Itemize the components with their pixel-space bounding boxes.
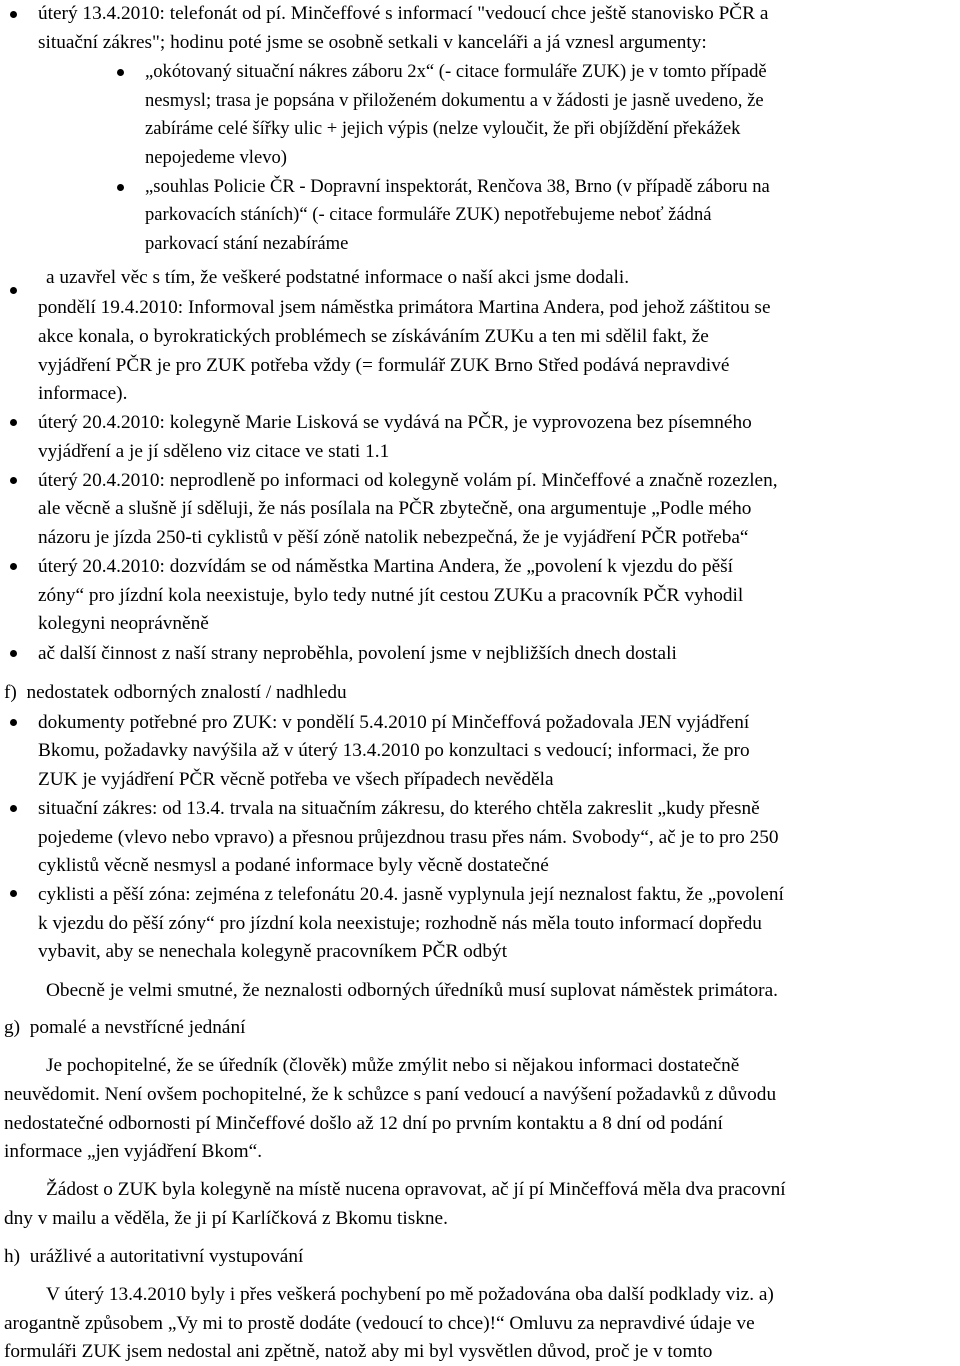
text-line: úterý 20.4.2010: neprodleně po informaci od kolegyně volám pí. Minčeffové a značně rozezlen, <box>38 470 778 491</box>
text-line: Je pochopitelné, že se úředník (člověk) může zmýlit nebo si nějakou informaci dostatečně <box>46 1055 740 1076</box>
bullet <box>10 11 17 18</box>
text-line: úterý 20.4.2010: dozvídám se od náměstka Martina Andera, že „povolení k vjezdu do pěší <box>38 556 734 577</box>
bullet <box>10 650 17 657</box>
text-line: informace). <box>38 383 128 404</box>
bullet <box>10 719 17 726</box>
text-line: pondělí 19.4.2010: Informoval jsem náměstka primátora Martina Andera, pod jehož záštitou se <box>38 297 771 318</box>
text-line: ale věcně a slušně jí sděluji, že nás posílala na PČR zbytečně, ona argumentuje „Podle mého <box>38 498 752 519</box>
text-line: dokumenty potřebné pro ZUK: v pondělí 5.4.2010 pí Minčeffová požadovala JEN vyjádření <box>38 712 750 733</box>
bullet <box>10 563 17 570</box>
bullet <box>10 805 17 812</box>
text-line: arogantně způsobem „Vy mi to prostě dodáte (vedoucí to chce)!“ Omluvu za nepravdivé údaje ve <box>4 1313 755 1334</box>
text-line: ač další činnost z naší strany neproběhla, povolení jsme v nejbližších dnech dostali <box>38 643 677 664</box>
section-heading: h) urážlivé a autoritativní vystupování <box>4 1246 304 1267</box>
text-line: úterý 13.4.2010: telefonát od pí. Minčeffové s informací "vedoucí chce ještě stanovisko PČR a <box>38 3 769 24</box>
text-line: k vjezdu do pěší zóny“ pro jízdní kola neexistuje; rozhodně nás měla touto informací dopředu <box>38 913 762 934</box>
text-line: kolegyni neoprávněně <box>38 613 209 634</box>
text-line: Bkomu, požadavky navýšila až v úterý 13.4.2010 po konzultaci s vedoucí; informaci, že pro <box>38 740 750 761</box>
text-line: formuláři ZUK jsem nedostal ani zpětně, natož aby mi byl vysvětlen důvod, proč je v tomto <box>4 1341 713 1362</box>
text-line: vyjádření PČR je pro ZUK potřeba vždy (= formulář ZUK Brno Střed podává nepravdivé <box>38 355 730 376</box>
text-line: cyklistů věcně nesmysl a podané informace byly věcně dostatečné <box>38 855 549 876</box>
text-line: nesmysl; trasa je popsána v přiloženém dokumentu a v žádosti je jasně uvedeno, že <box>145 90 764 111</box>
text-line: vyjádření a je jí sděleno viz citace ve stati 1.1 <box>38 441 390 462</box>
text-line: cyklisti a pěší zóna: zejména z telefonátu 20.4. jasně vyplynula její neznalost faktu, že „povolení <box>38 884 784 905</box>
text-line: dny v mailu a věděla, že ji pí Karlíčková z Bkomu tiskne. <box>4 1208 448 1229</box>
bullet <box>117 184 124 191</box>
text-line: parkovacích stáních)“ (- citace formuláře ZUK) nepotřebujeme neboť žádná <box>145 204 712 225</box>
section-heading: f) nedostatek odborných znalostí / nadhledu <box>4 682 347 703</box>
text-line: zóny“ pro jízdní kola neexistuje, bylo tedy nutné jít cestou ZUKu a pracovník PČR vyhodil <box>38 585 744 606</box>
text-line: informace „jen vyjádření Bkom“. <box>4 1141 263 1162</box>
text-line: Žádost o ZUK byla kolegyně na místě nucena opravovat, ač jí pí Minčeffová měla dva pracovní <box>46 1179 786 1200</box>
text-line: neuvědomit. Není ovšem pochopitelné, že k schůzce s paní vedoucí a navýšení požadavků z důvodu <box>4 1084 777 1105</box>
bullet <box>117 69 124 76</box>
text-line: „okótovaný situační nákres záboru 2x“ (- citace formuláře ZUK) je v tomto případě <box>145 61 767 82</box>
text-line: nepojedeme vlevo) <box>145 147 287 168</box>
text-line: ZUK je vyjádření PČR věcně potřeba ve všech případech nevěděla <box>38 769 554 790</box>
text-line: pojedeme (vlevo nebo vpravo) a přesnou průjezdnou trasu přes nám. Svobody“, ač je to pro 250 <box>38 827 779 848</box>
text-line: parkovací stání nezabíráme <box>145 233 349 254</box>
bullet <box>10 419 17 426</box>
text-line: zabíráme celé šířky ulic + jejich výpis (nelze vyloučit, že při objíždění překážek <box>145 118 741 139</box>
section-heading: g) pomalé a nevstřícné jednání <box>4 1017 246 1038</box>
bullet <box>10 477 17 484</box>
text-line: názoru je jízda 250-ti cyklistů v pěší zóně natolik nebezpečná, že je vyjádření PČR potřeba“ <box>38 527 749 548</box>
text-line: vybavit, aby se nenechala kolegyně pracovníkem PČR odbýt <box>38 941 508 962</box>
text-line: a uzavřel věc s tím, že veškeré podstatné informace o naší akci jsme dodali. <box>46 267 630 288</box>
text-line: situační zákres"; hodinu poté jsme se osobně setkali v kanceláři a já vznesl argumenty: <box>38 32 707 53</box>
text-line: nedostatečné odbornosti pí Minčeffové došlo až 12 dní po prvním kontaktu a 8 dní od podání <box>4 1113 723 1134</box>
text-line: úterý 20.4.2010: kolegyně Marie Lisková se vydává na PČR, je vyprovozena bez písemného <box>38 412 752 433</box>
text-line: „souhlas Policie ČR - Dopravní inspektorát, Renčova 38, Brno (v případě záboru na <box>145 176 770 197</box>
bullet <box>10 890 17 897</box>
text-line: situační zákres: od 13.4. trvala na situačním zákresu, do kterého chtěla zakreslit „kudy přesně <box>38 798 760 819</box>
text-line: Obecně je velmi smutné, že neznalosti odborných úředníků musí suplovat náměstek primátora. <box>46 980 778 1001</box>
text-line: V úterý 13.4.2010 byly i přes veškerá pochybení po mě požadována oba další podklady viz. a) <box>46 1284 774 1305</box>
text-line: akce konala, o byrokratických problémech se získáváním ZUKu a ten mi sdělil fakt, že <box>38 326 709 347</box>
bullet <box>10 287 17 294</box>
